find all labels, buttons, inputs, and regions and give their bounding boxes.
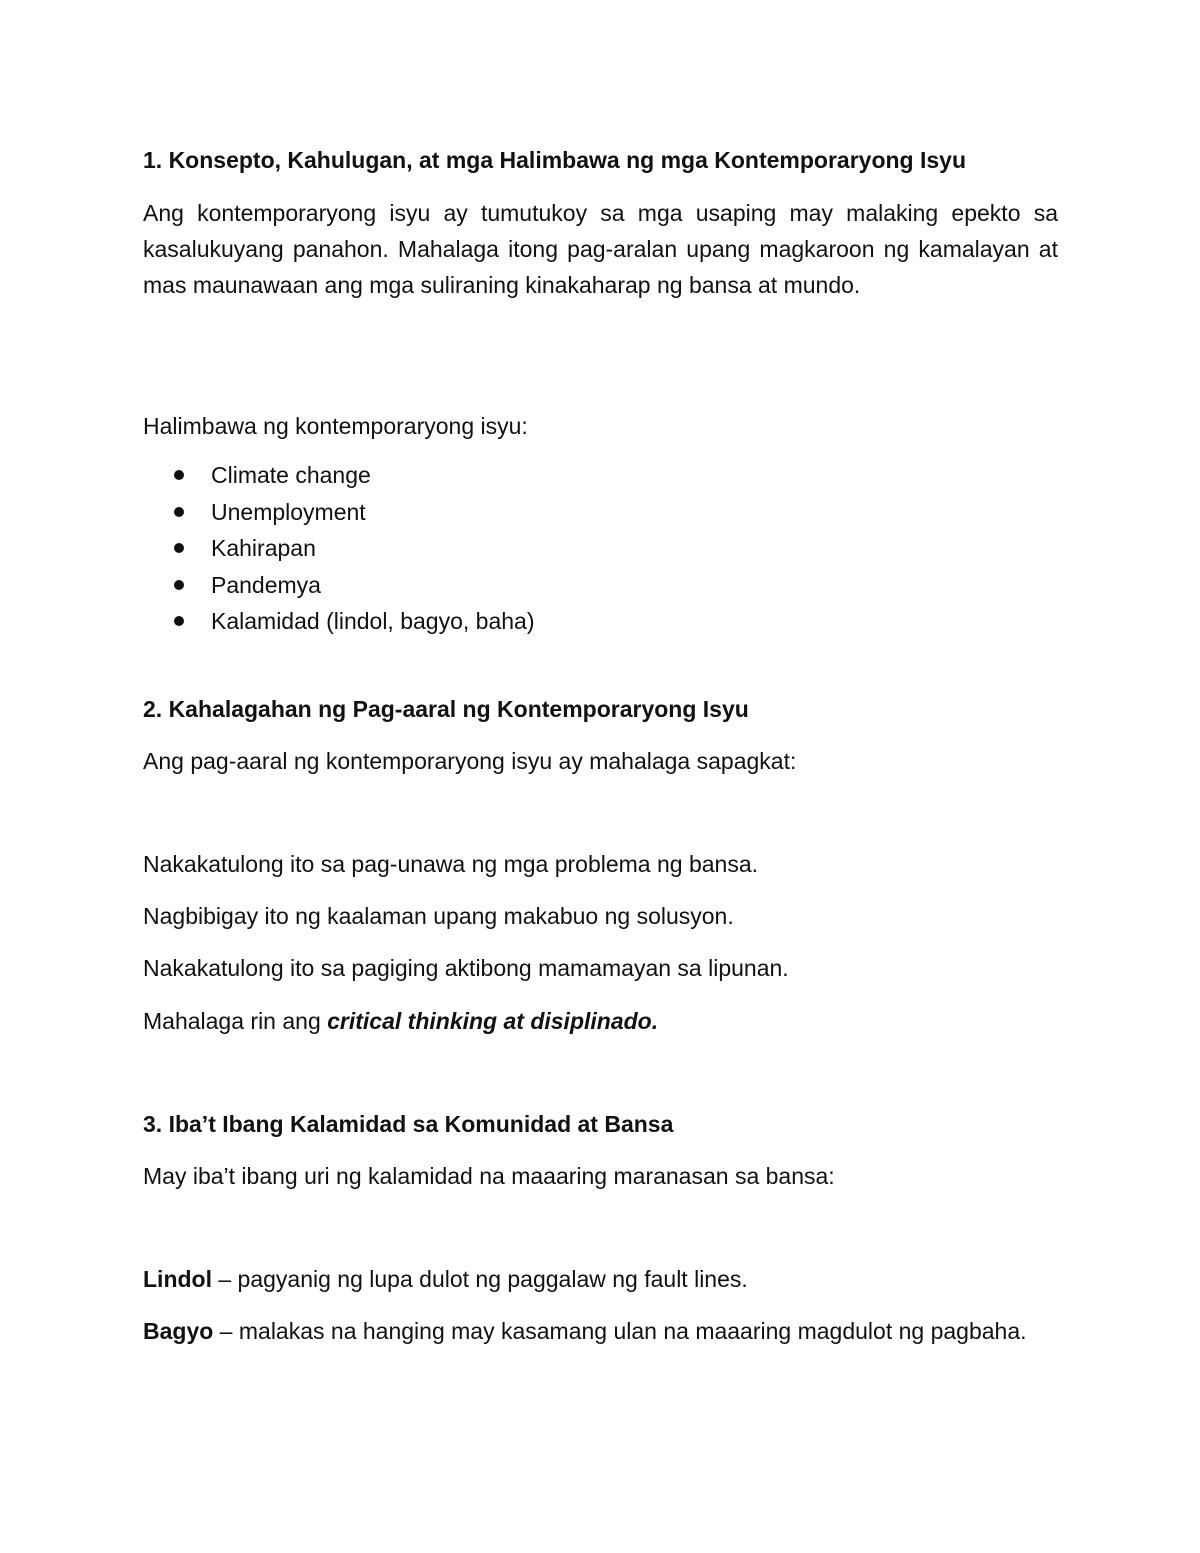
list-item-text: Kalamidad (lindol, bagyo, baha): [211, 608, 535, 634]
list-item-text: Climate change: [211, 462, 371, 488]
list-item: [174, 530, 534, 567]
section2-heading: 2. Kahalagahan ng Pag-aaral ng Kontemporaryong Isyu: [143, 696, 749, 722]
calamity-definition: – malakas na hanging may kasamang ulan na maaaring magdulot ng pagbaha.: [213, 1318, 1027, 1344]
list-item: [174, 567, 534, 604]
section2-point: Nagbibigay ito ng kaalaman upang makabuo ng solusyon.: [143, 903, 734, 929]
list-item: [174, 603, 534, 640]
section3-intro: May iba’t ibang uri ng kalamidad na maaaring maranasan sa bansa:: [143, 1163, 835, 1189]
section1-heading: 1. Konsepto, Kahulugan, at mga Halimbawa ng mga Kontemporaryong Isyu: [143, 147, 967, 173]
list-item: [174, 457, 534, 494]
section2-point: Nakakatulong ito sa pagiging aktibong mamamayan sa lipunan.: [143, 955, 789, 981]
section1-paragraph: Ang kontemporaryong isyu ay tumutukoy sa mga usaping may malaking epekto sa kasalukuyang panahon. Mahalaga itong pag-aralan upang magkaroon ng kamalayan at mas maunawaan ang mga suliraning kinakaharap ng bansa at mundo.: [143, 200, 1058, 298]
bullet-icon: [174, 470, 184, 480]
list-item-text: Unemployment: [211, 498, 366, 525]
bullet-icon: [174, 543, 184, 553]
list-item-text: Pandemya: [211, 571, 321, 598]
examples-intro: Halimbawa ng kontemporaryong isyu:: [143, 413, 528, 439]
last-point-emphasis: critical thinking at disiplinado.: [327, 1008, 659, 1034]
calamity-item-lindol: [143, 1261, 1058, 1297]
list-item: [174, 494, 534, 531]
calamity-term: Bagyo: [143, 1318, 214, 1344]
examples-list: [174, 457, 534, 640]
bullet-icon: [174, 507, 184, 517]
section2-intro: Ang pag-aaral ng kontemporaryong isyu ay mahalaga sapagkat:: [143, 748, 797, 774]
section2-last-point: [143, 1003, 1058, 1039]
calamity-definition: – pagyanig ng lupa dulot ng paggalaw ng fault lines.: [211, 1266, 748, 1292]
bullet-icon: [174, 580, 184, 590]
section3-heading: 3. Iba’t Ibang Kalamidad sa Komunidad at Bansa: [143, 1111, 674, 1137]
last-point-prefix: Mahalaga rin ang: [143, 1008, 328, 1034]
calamity-term: Lindol: [143, 1266, 212, 1292]
section2-point: Nakakatulong ito sa pag-unawa ng mga problema ng bansa.: [143, 851, 759, 877]
list-item-text: Kahirapan: [211, 535, 316, 561]
calamity-item-bagyo: [143, 1313, 1058, 1349]
bullet-icon: [174, 616, 184, 626]
